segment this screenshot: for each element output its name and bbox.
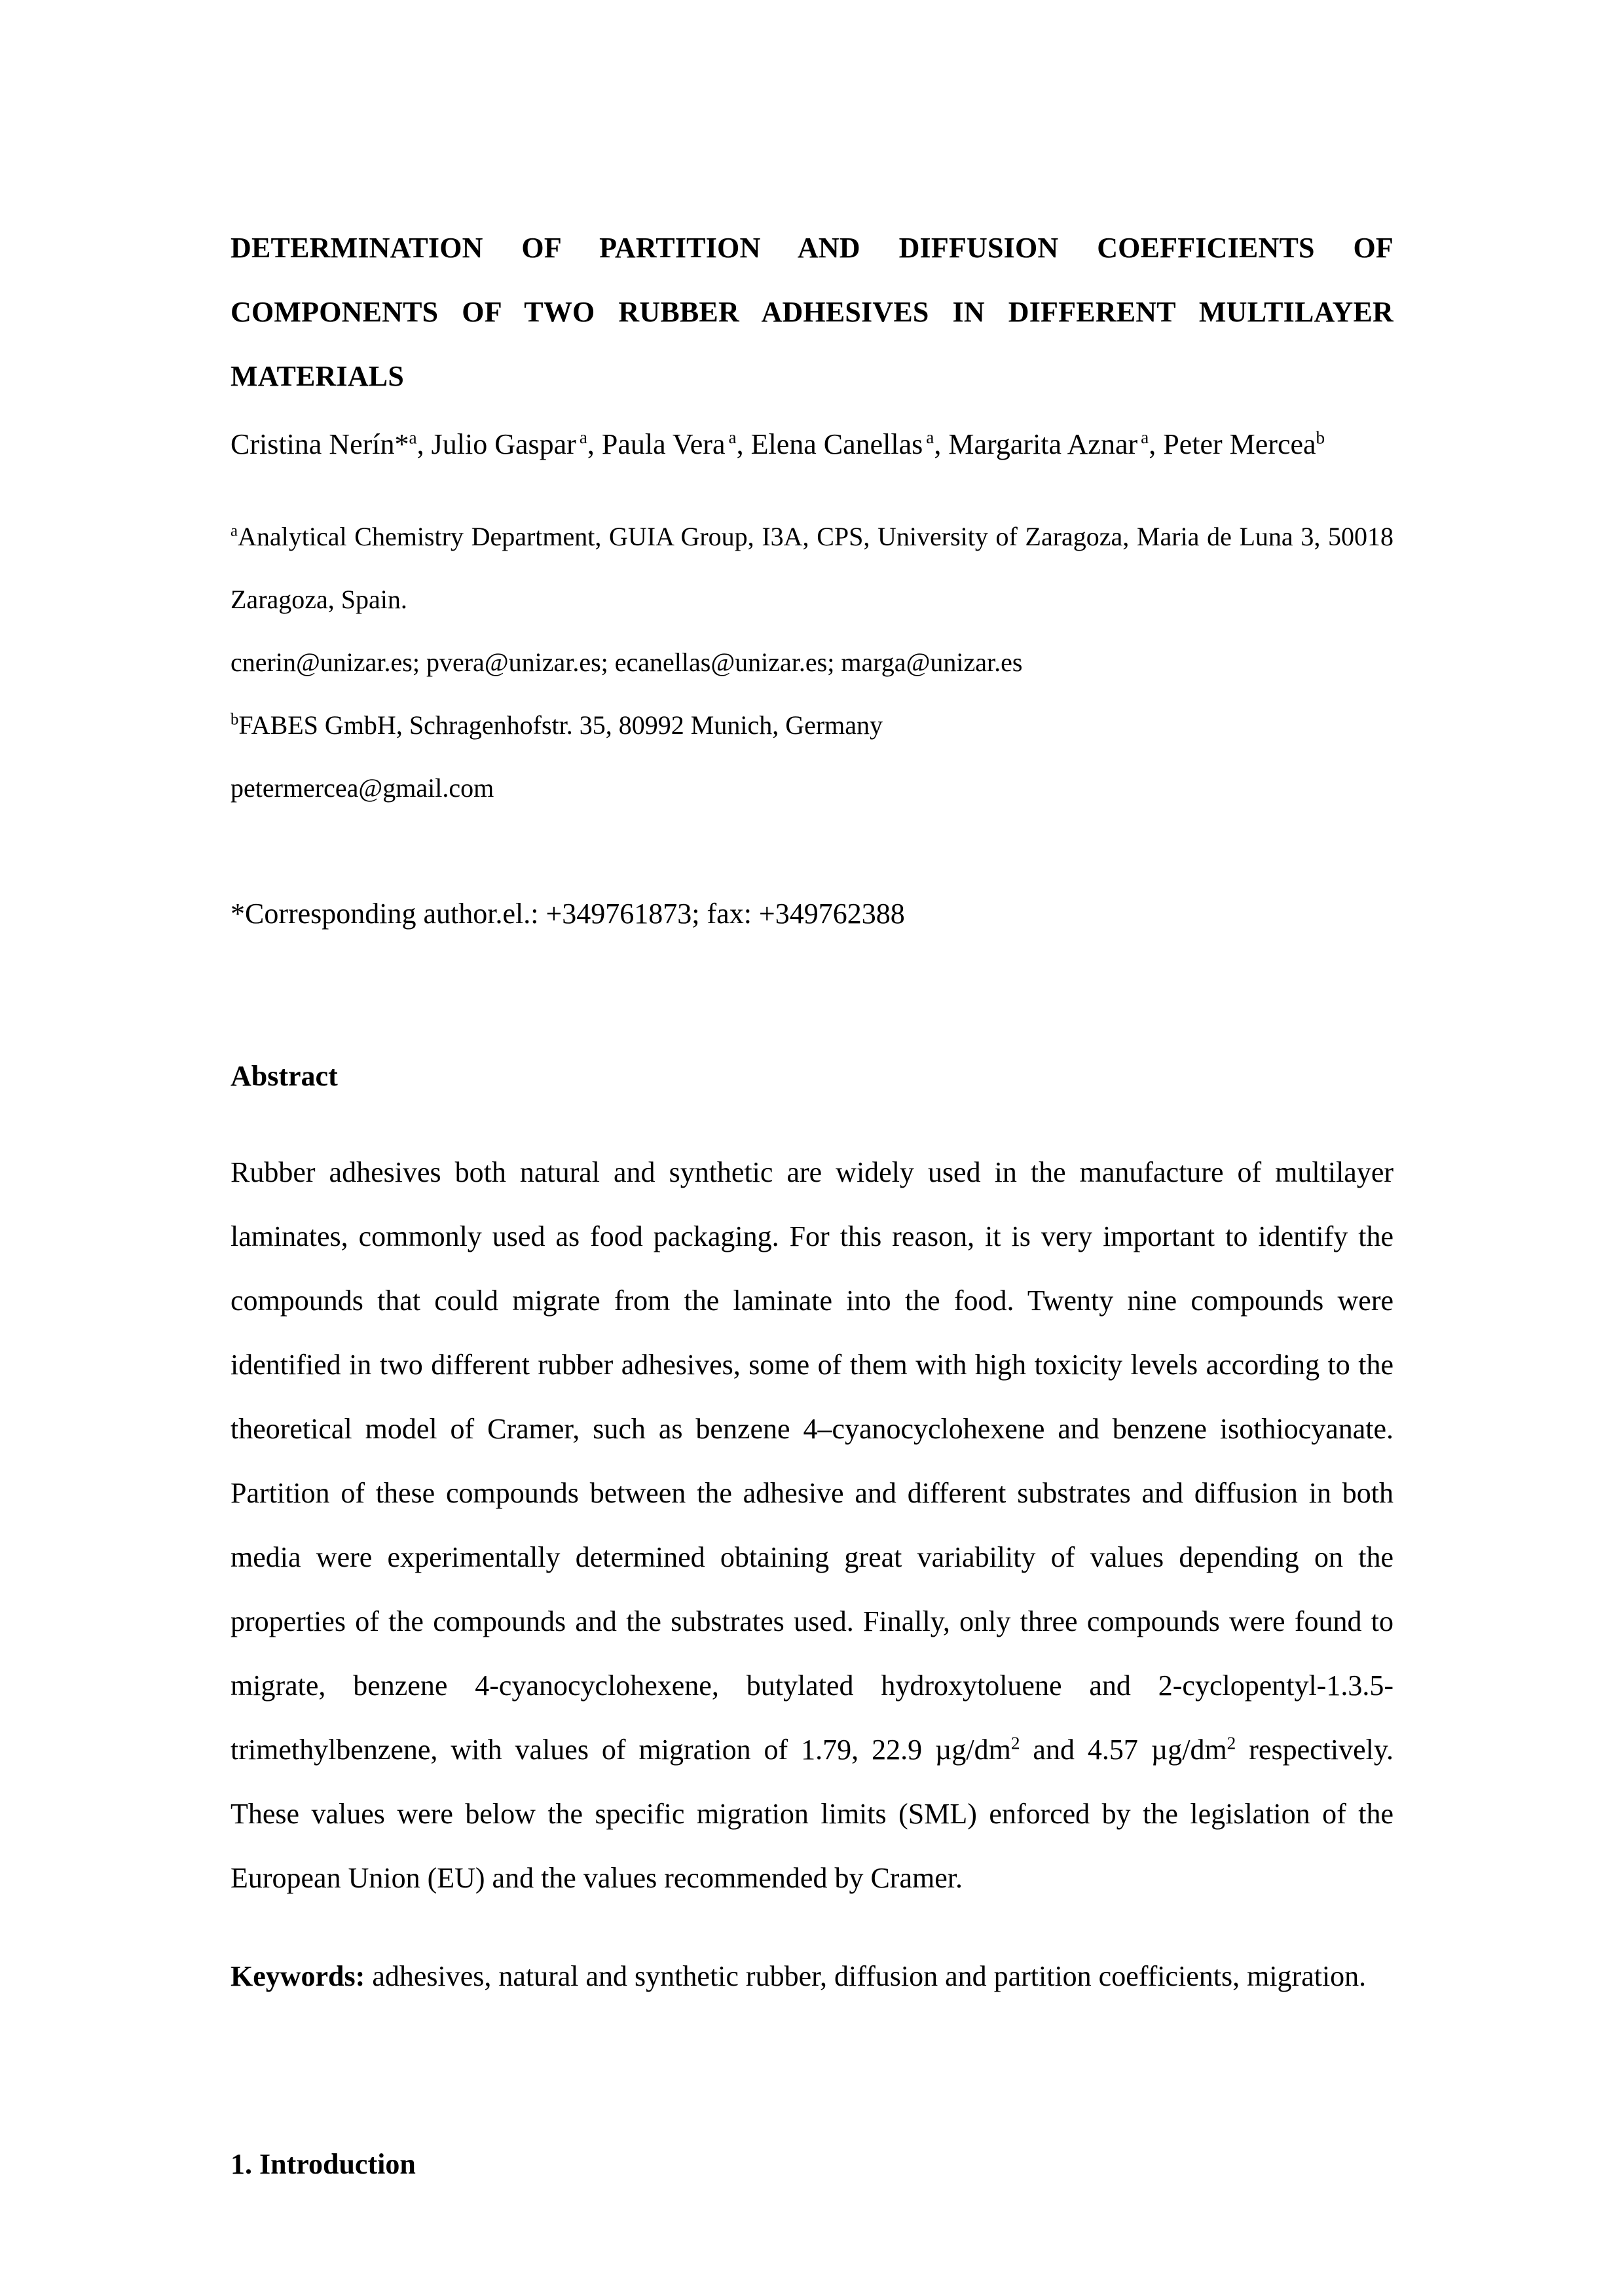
author-name: Paula Vera [601, 428, 726, 460]
abstract-text-part-2: and 4.57 µg/dm [1020, 1734, 1227, 1766]
author-list: Cristina Nerín*$^a$, Julio Gaspar $^a$, Paula Vera $^a$, Elena Canellas $^a$, Margarita Aznar $^a$, Peter Mercea$^b$ [231, 428, 1325, 460]
abstract-heading: Abstract [231, 1060, 338, 1092]
emails-line-2: petermercea@gmail.com [231, 773, 494, 803]
affiliation-1 [231, 505, 1393, 631]
emails-line-1: cnerin@unizar.es; pvera@unizar.es; ecanellas@unizar.es; marga@unizar.es [231, 647, 1023, 677]
author-name: Julio Gaspar [431, 428, 576, 460]
keywords-line [231, 1944, 1393, 2009]
page-content [231, 216, 1393, 2196]
affiliation-text: Analytical Chemistry Department, GUIA Group, I3A, CPS, University of Zaragoza, Maria de Luna 3, 50018 Zaragoza, Spain. [231, 522, 1393, 614]
author-name: Margarita Aznar [948, 428, 1138, 460]
affiliation-marker: b [231, 710, 239, 729]
keywords-text: adhesives, natural and synthetic rubber, diffusion and partition coefficients, migration. [365, 1960, 1367, 1992]
affiliation-block [231, 505, 1393, 820]
keywords-label: Keywords: [231, 1960, 365, 1992]
author-affiliation-marker: a [409, 428, 417, 448]
author-affiliation-marker: b [1316, 428, 1325, 448]
author-name: Peter Mercea [1163, 428, 1316, 460]
unit-exponent: 2 [1227, 1733, 1236, 1753]
page-title: DETERMINATION OF PARTITION AND DIFFUSION COEFFICIENTS OF COMPONENTS OF TWO RUBBER ADHESIVES IN DIFFERENT MULTILAYER MATERIALS [231, 232, 1393, 392]
affiliation-text: FABES GmbH, Schragenhofstr. 35, 80992 Munich, Germany [238, 710, 883, 740]
abstract-text-part-1: Rubber adhesives both natural and synthetic are widely used in the manufacture of multilayer laminates, commonly used as food packaging. For this reason, it is very important to identify the compounds that could migrate from the laminate into the food. Twenty nine compounds were identified in two different rubber adhesives, some of them with high toxicity levels according to the theoretical model of Cramer, such as benzene 4–cyanocyclohexene and benzene isothiocyanate. Partition of these compounds between the adhesive and different substrates and diffusion in both media were experimentally determined obtaining great variability of values depending on the properties of the compounds and the substrates used. Finally, only three compounds were found to migrate, benzene 4-cyanocyclohexene, butylated hydroxytoluene and 2-cyclopentyl-1.3.5-trimethylbenzene, with values of migration of 1.79, 22.9 µg/dm [231, 1156, 1393, 1766]
unit-exponent: 2 [1010, 1733, 1020, 1753]
affiliation-marker: a [231, 522, 238, 540]
author-affiliation-marker: a [926, 428, 934, 448]
author-affiliation-marker: a [1141, 428, 1149, 448]
corresponding-author-note: *Corresponding author.el.: +349761873; fax: +349762388 [231, 898, 905, 930]
introduction-heading: 1. Introduction [231, 2148, 416, 2180]
abstract-body [231, 1140, 1393, 1910]
author-name: Cristina Nerín* [231, 428, 409, 460]
affiliation-2 [231, 694, 1393, 757]
author-affiliation-marker: a [579, 428, 587, 448]
author-name: Elena Canellas [750, 428, 923, 460]
author-affiliation-marker: a [728, 428, 737, 448]
abstract-text-part-3: respectively. These values were below the specific migration limits (SML) enforced by the legislation of the European Union (EU) and the values recommended by Cramer. [231, 1734, 1393, 1894]
